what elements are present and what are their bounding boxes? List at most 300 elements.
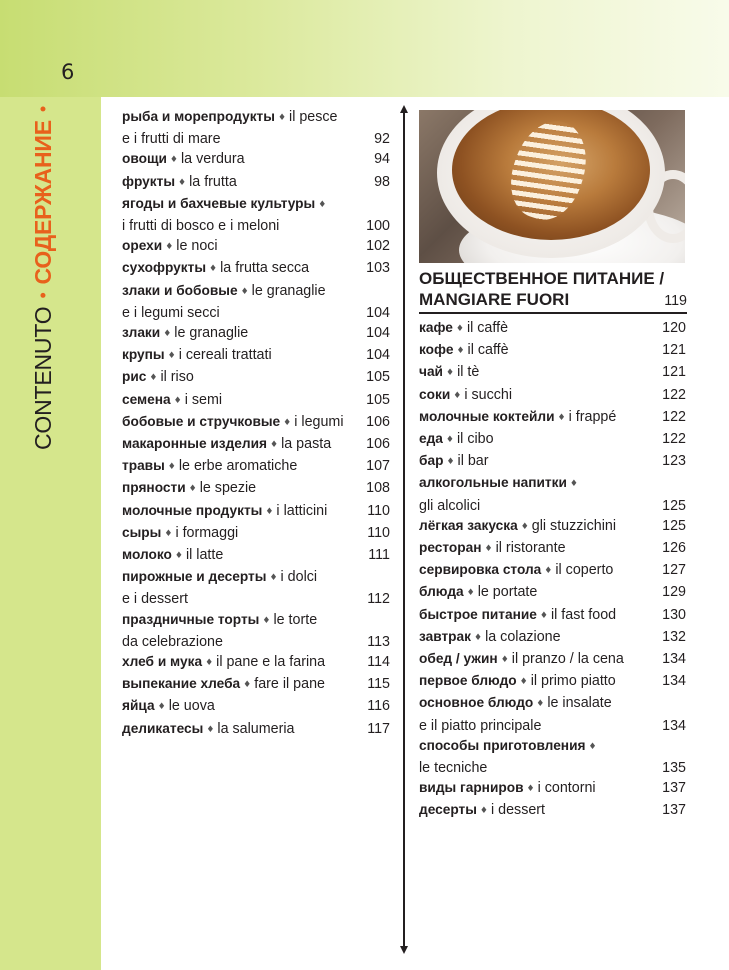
toc-entry-italian: le uova (168, 698, 215, 715)
toc-entry (122, 323, 390, 345)
toc-entry-page: 120 (662, 320, 686, 336)
diamond-separator-icon: ♦ (163, 329, 172, 340)
diamond-separator-icon: ♦ (536, 699, 545, 710)
toc-entry-page: 129 (662, 584, 686, 601)
toc-entry-italian: e i frutti di mare (122, 131, 221, 148)
toc-entry-text (419, 778, 596, 800)
toc-entry-text (122, 216, 279, 236)
toc-entry (419, 318, 686, 340)
toc-entry (122, 303, 390, 323)
toc-entry-page: 137 (662, 802, 686, 819)
toc-entry-text (122, 434, 331, 456)
toc-entry (419, 671, 686, 693)
diamond-separator-icon: ♦ (456, 346, 465, 357)
toc-entry (419, 758, 686, 778)
section-heading (419, 268, 687, 312)
cappuccino-photo (419, 110, 685, 263)
toc-entry-russian: ресторан (419, 540, 482, 556)
toc-entry-italian: i dessert (491, 802, 546, 819)
toc-entry-text (122, 281, 326, 303)
toc-entry (122, 107, 390, 129)
toc-entry-russian: способы приготовления (419, 737, 586, 753)
toc-entry-page: 114 (367, 654, 390, 671)
toc-entry (419, 340, 686, 362)
toc-entry-text (419, 716, 541, 736)
toc-entry-russian: быстрое питание (419, 606, 537, 622)
toc-entry-russian: хлеб и мука (122, 654, 203, 670)
toc-entry-page: 126 (662, 540, 686, 557)
diamond-separator-icon: ♦ (318, 199, 327, 210)
toc-entry-page: 103 (366, 260, 390, 277)
toc-entry-italian: le insalate (547, 695, 612, 712)
toc-entry-italian: le portate (477, 584, 538, 601)
toc-entry-italian: i succhi (464, 386, 513, 403)
toc-entry-text (122, 129, 221, 149)
toc-entry-page: 110 (367, 502, 390, 519)
toc-entry-page: 105 (366, 391, 390, 408)
toc-entry-text (419, 605, 616, 627)
diamond-separator-icon: ♦ (173, 395, 182, 406)
toc-entry (122, 567, 390, 589)
toc-entry-text (419, 362, 479, 384)
toc-entry-page: 106 (366, 436, 390, 453)
diamond-separator-icon: ♦ (174, 551, 183, 562)
toc-entry-page: 127 (662, 562, 686, 579)
toc-entry-text (122, 390, 222, 412)
toc-entry-italian: le torte (273, 611, 318, 628)
toc-entry-page: 134 (662, 651, 686, 668)
toc-entry-page: 134 (662, 717, 686, 734)
toc-entry-text (419, 429, 494, 451)
toc-entry-text (419, 340, 509, 362)
toc-entry-russian: деликатесы (122, 720, 204, 736)
toc-entry (419, 778, 686, 800)
toc-entry-text (419, 318, 508, 340)
toc-entry-russian: бобовые и стручковые (122, 413, 281, 429)
toc-entry-page: 121 (662, 364, 686, 381)
diamond-separator-icon: ♦ (169, 155, 178, 166)
toc-entry-russian: завтрак (419, 628, 471, 644)
toc-entry-page: 132 (662, 628, 686, 645)
toc-entry-page: 122 (662, 408, 686, 425)
toc-entry-italian: i latticini (276, 502, 328, 519)
diamond-separator-icon: ♦ (446, 457, 455, 468)
side-title-separator: • (33, 292, 53, 299)
toc-entry-russian: сыры (122, 524, 162, 540)
toc-entry (419, 582, 686, 604)
toc-entry-russian: пряности (122, 480, 186, 496)
toc-entry-russian: рыба и морепродукты (122, 109, 275, 124)
toc-entry-page: 115 (367, 676, 390, 693)
toc-entry (419, 362, 686, 384)
toc-entry (419, 693, 686, 715)
diamond-separator-icon: ♦ (188, 484, 197, 495)
diamond-separator-icon: ♦ (240, 286, 249, 297)
toc-entry-text (122, 674, 325, 696)
toc-entry (122, 236, 390, 258)
toc-entry (122, 589, 390, 609)
toc-entry (122, 610, 390, 632)
toc-entry (419, 800, 686, 822)
side-title-separator-end: • (33, 106, 53, 113)
toc-entry-italian: il ristorante (495, 540, 566, 557)
section-title-line1: ОБЩЕСТВЕННОЕ ПИТАНИЕ / (419, 269, 665, 288)
toc-entry-page: 105 (366, 369, 390, 386)
diamond-separator-icon: ♦ (455, 324, 464, 334)
toc-entry-page: 104 (366, 325, 390, 342)
toc-entry (122, 345, 390, 367)
diamond-separator-icon: ♦ (205, 658, 214, 669)
diamond-separator-icon: ♦ (466, 588, 475, 599)
toc-entry (122, 674, 390, 696)
toc-entry (122, 172, 390, 194)
toc-entry-italian: il pane e la farina (216, 654, 326, 671)
toc-entry-text (419, 451, 489, 473)
section-title-line2: MANGIARE FUORI (419, 290, 570, 309)
diamond-separator-icon: ♦ (157, 702, 166, 713)
toc-entry-russian: еда (419, 431, 443, 447)
diamond-separator-icon: ♦ (520, 521, 529, 532)
toc-entry-page: 113 (367, 633, 390, 650)
toc-entry-russian: соки (419, 386, 451, 402)
toc-entry-russian: лёгкая закуска (419, 517, 518, 533)
toc-entry-text (419, 693, 612, 715)
diamond-separator-icon: ♦ (209, 264, 218, 275)
toc-entry-italian: gli alcolici (419, 497, 481, 514)
toc-entry (419, 605, 686, 627)
toc-entry-russian: макаронные изделия (122, 436, 267, 452)
toc-entry-page: 104 (366, 304, 390, 321)
toc-entry-italian: i formaggi (175, 524, 239, 541)
toc-entry-italian: da celebrazione (122, 633, 223, 650)
toc-entry (122, 501, 390, 523)
diamond-separator-icon: ♦ (243, 680, 252, 691)
toc-entry-russian: выпекание хлеба (122, 676, 241, 692)
toc-entry (419, 649, 686, 671)
toc-entry-italian: la verdura (181, 151, 245, 168)
toc-entry-russian: сухофрукты (122, 260, 207, 276)
toc-entry-page: 117 (367, 720, 390, 737)
toc-entry-russian: кофе (419, 342, 454, 358)
toc-entry-italian: le granaglie (174, 325, 249, 342)
toc-entry-italian: il riso (160, 369, 194, 386)
toc-entry-text (122, 632, 223, 652)
toc-entry-italian: il pesce (289, 109, 338, 125)
toc-entry-text (122, 107, 338, 129)
diamond-separator-icon: ♦ (539, 610, 548, 621)
toc-entry-text (122, 501, 327, 523)
toc-entry-text (122, 149, 245, 171)
right-toc-column (419, 318, 686, 823)
toc-entry-russian: овощи (122, 151, 167, 167)
toc-entry-page: 110 (367, 524, 390, 541)
toc-entry-italian: i frappé (568, 408, 617, 425)
toc-entry-page: 102 (366, 238, 390, 255)
toc-entry-italian: i semi (184, 391, 223, 408)
toc-entry-text (122, 478, 256, 500)
toc-entry-italian: il pranzo / la cena (511, 651, 624, 668)
toc-entry-text (419, 736, 600, 758)
toc-entry (122, 523, 390, 545)
diamond-separator-icon: ♦ (270, 440, 279, 451)
toc-entry-italian: il primo piatto (530, 673, 616, 690)
toc-entry-text (419, 407, 616, 429)
diamond-separator-icon: ♦ (283, 417, 292, 428)
toc-entry (122, 632, 390, 652)
diamond-separator-icon: ♦ (519, 677, 528, 688)
toc-entry-italian: le granaglie (251, 282, 326, 299)
toc-entry-page: 135 (662, 760, 686, 777)
toc-entry-russian: блюда (419, 584, 464, 600)
toc-entry-russian: яйца (122, 698, 155, 714)
toc-entry-italian: il cibo (457, 431, 494, 448)
toc-entry-italian: fare il pane (254, 676, 325, 693)
toc-entry (122, 258, 390, 280)
toc-entry (122, 390, 390, 412)
toc-entry-italian: il caffè (466, 320, 509, 336)
toc-entry-text (419, 800, 545, 822)
column-divider (403, 107, 405, 952)
toc-entry-italian: la frutta secca (220, 260, 310, 277)
diamond-separator-icon: ♦ (484, 544, 493, 555)
toc-entry-italian: il bar (457, 453, 489, 470)
toc-entry (419, 407, 686, 429)
toc-entry-russian: семена (122, 391, 171, 407)
toc-entry-italian: il tè (457, 364, 480, 381)
toc-entry (419, 496, 686, 516)
diamond-separator-icon: ♦ (569, 479, 578, 490)
diamond-separator-icon: ♦ (557, 412, 566, 423)
page-number: 6 (61, 60, 75, 84)
diamond-separator-icon: ♦ (500, 655, 509, 666)
toc-entry-russian: основное блюдо (419, 695, 534, 711)
toc-entry-page: 94 (374, 151, 390, 168)
toc-entry-russian: молочные коктейли (419, 408, 555, 424)
diamond-separator-icon: ♦ (474, 632, 483, 643)
toc-entry (419, 560, 686, 582)
toc-entry-russian: ягоды и бахчевые культуры (122, 195, 316, 211)
toc-entry (419, 516, 686, 538)
toc-entry-italian: gli stuzzichini (531, 517, 617, 534)
toc-entry-page: 111 (368, 547, 390, 564)
toc-entry-text (122, 236, 218, 258)
toc-entry-italian: la colazione (485, 628, 561, 645)
diamond-separator-icon: ♦ (269, 573, 278, 584)
toc-entry-page: 134 (662, 673, 686, 690)
toc-entry (122, 652, 390, 674)
toc-entry-russian: злаки и бобовые (122, 282, 238, 298)
toc-entry-russian: чай (419, 364, 443, 380)
toc-entry-russian: фрукты (122, 173, 176, 189)
toc-entry-italian: la pasta (281, 436, 332, 453)
toc-entry (419, 429, 686, 451)
toc-entry-italian: il caffè (467, 342, 509, 359)
toc-entry-italian: e i dessert (122, 591, 188, 608)
toc-entry-italian: i dolci (280, 569, 318, 586)
section-underline (419, 312, 687, 314)
toc-entry-text (419, 385, 512, 407)
toc-entry-text (122, 719, 294, 741)
diamond-separator-icon: ♦ (265, 506, 274, 517)
toc-entry-russian: бар (419, 453, 444, 469)
diamond-separator-icon: ♦ (167, 351, 176, 362)
toc-entry-text (122, 610, 317, 632)
toc-entry-russian: травы (122, 458, 165, 474)
toc-entry (122, 545, 390, 567)
diamond-separator-icon: ♦ (445, 435, 454, 446)
toc-entry (419, 716, 686, 736)
toc-entry-text (122, 303, 220, 323)
toc-entry-page: 125 (662, 497, 686, 514)
toc-entry-russian: крупы (122, 347, 165, 363)
diamond-separator-icon: ♦ (453, 390, 462, 401)
toc-entry-page: 130 (662, 606, 686, 623)
toc-entry-russian: виды гарниров (419, 780, 524, 796)
toc-entry-page: 122 (662, 386, 686, 403)
toc-entry-text (122, 523, 238, 545)
toc-entry-text (122, 345, 272, 367)
toc-entry-page: 112 (367, 591, 390, 608)
toc-entry-russian: десерты (419, 802, 477, 818)
toc-entry-text (122, 367, 194, 389)
toc-entry-page: 98 (374, 173, 390, 190)
toc-entry (419, 473, 686, 495)
side-title-italian: CONTENUTO (30, 306, 56, 450)
toc-entry-russian: обед / ужин (419, 651, 498, 667)
toc-entry-russian: первое блюдо (419, 673, 517, 689)
toc-entry-italian: i frutti di bosco e i meloni (122, 218, 280, 235)
toc-entry (122, 281, 390, 303)
toc-entry-page: 116 (367, 698, 390, 715)
toc-entry (122, 719, 390, 741)
toc-entry-italian: le erbe aromatiche (178, 458, 298, 475)
toc-entry-russian: праздничные торты (122, 611, 260, 627)
toc-entry (122, 412, 390, 434)
toc-entry-page: 100 (366, 218, 390, 235)
toc-entry (419, 451, 686, 473)
side-title (30, 106, 57, 450)
toc-entry-italian: il coperto (555, 562, 614, 579)
toc-entry-text (122, 412, 344, 434)
toc-entry-russian: сервировка стола (419, 562, 542, 578)
toc-entry (122, 367, 390, 389)
toc-entry-text (419, 582, 537, 604)
toc-entry-russian: злаки (122, 325, 161, 341)
toc-entry-text (122, 456, 297, 478)
toc-entry-text (122, 323, 248, 345)
toc-entry-italian: il fast food (550, 606, 617, 623)
toc-entry (122, 216, 390, 236)
toc-entry-text (419, 538, 566, 560)
header-band (0, 0, 729, 97)
toc-entry (122, 456, 390, 478)
toc-entry-text (419, 671, 616, 693)
toc-entry-page: 107 (366, 458, 390, 475)
toc-entry-page: 137 (662, 780, 686, 797)
toc-entry-text (122, 258, 309, 280)
diamond-separator-icon: ♦ (588, 741, 597, 752)
diamond-separator-icon: ♦ (149, 373, 158, 384)
diamond-separator-icon: ♦ (544, 566, 553, 577)
toc-entry-text (122, 194, 329, 216)
toc-entry-italian: il latte (185, 547, 224, 564)
diamond-separator-icon: ♦ (526, 784, 535, 795)
diamond-separator-icon: ♦ (445, 368, 455, 379)
toc-entry (122, 129, 390, 149)
toc-entry-italian: i cereali trattati (178, 347, 272, 364)
diamond-separator-icon: ♦ (178, 177, 187, 188)
toc-entry (122, 194, 390, 216)
toc-entry-text (122, 567, 317, 589)
toc-entry-page: 125 (662, 517, 686, 534)
toc-entry-page: 122 (662, 431, 686, 448)
toc-entry-russian: кафе (419, 320, 453, 335)
toc-entry-italian: i legumi (294, 413, 344, 430)
diamond-separator-icon: ♦ (479, 806, 488, 817)
toc-entry-italian: le tecniche (419, 760, 488, 777)
toc-entry-page: 123 (662, 453, 686, 470)
toc-entry-russian: молоко (122, 547, 172, 563)
toc-entry-text (122, 545, 223, 567)
diamond-separator-icon: ♦ (164, 528, 173, 539)
toc-entry-text (122, 589, 188, 609)
toc-entry-italian: la frutta (189, 173, 237, 190)
toc-entry-russian: молочные продукты (122, 502, 263, 518)
toc-entry (419, 736, 686, 758)
toc-entry-page: 121 (662, 342, 686, 359)
toc-entry-text (122, 696, 215, 718)
diamond-separator-icon: ♦ (206, 724, 215, 735)
toc-entry-italian: le spezie (199, 480, 257, 497)
toc-entry-page: 104 (366, 347, 390, 364)
toc-entry-page: 108 (366, 480, 390, 497)
diamond-separator-icon: ♦ (262, 615, 271, 626)
toc-entry-italian: i contorni (537, 780, 596, 797)
toc-entry-italian: e il piatto principale (419, 717, 542, 734)
toc-entry-text (419, 560, 613, 582)
toc-entry-italian: le noci (176, 238, 218, 255)
toc-entry-text (419, 758, 487, 778)
toc-entry-text (419, 627, 561, 649)
side-title-russian: СОДЕРЖАНИЕ (30, 120, 56, 285)
toc-entry (122, 696, 390, 718)
toc-entry-text (419, 496, 480, 516)
toc-entry-text (419, 516, 616, 538)
toc-entry (122, 149, 390, 171)
toc-entry-russian: пирожные и десерты (122, 569, 267, 585)
diamond-separator-icon: ♦ (167, 462, 176, 473)
toc-entry (419, 385, 686, 407)
toc-entry-italian: e i legumi secci (122, 304, 220, 321)
toc-entry-page: 92 (374, 131, 390, 148)
toc-entry-page: 106 (366, 413, 390, 430)
toc-entry (122, 478, 390, 500)
section-page: 119 (664, 293, 687, 309)
left-toc-column (122, 107, 390, 741)
toc-entry-russian: алкогольные напитки (419, 475, 567, 491)
toc-entry-italian: la salumeria (217, 720, 295, 737)
toc-entry-text (419, 649, 624, 671)
toc-entry (419, 538, 686, 560)
toc-entry (122, 434, 390, 456)
toc-entry-text (122, 172, 237, 194)
toc-entry-russian: орехи (122, 238, 163, 254)
toc-entry-russian: рис (122, 369, 147, 385)
toc-entry-text (122, 652, 325, 674)
toc-entry (419, 627, 686, 649)
toc-entry-text (419, 473, 581, 495)
diamond-separator-icon: ♦ (277, 113, 287, 123)
